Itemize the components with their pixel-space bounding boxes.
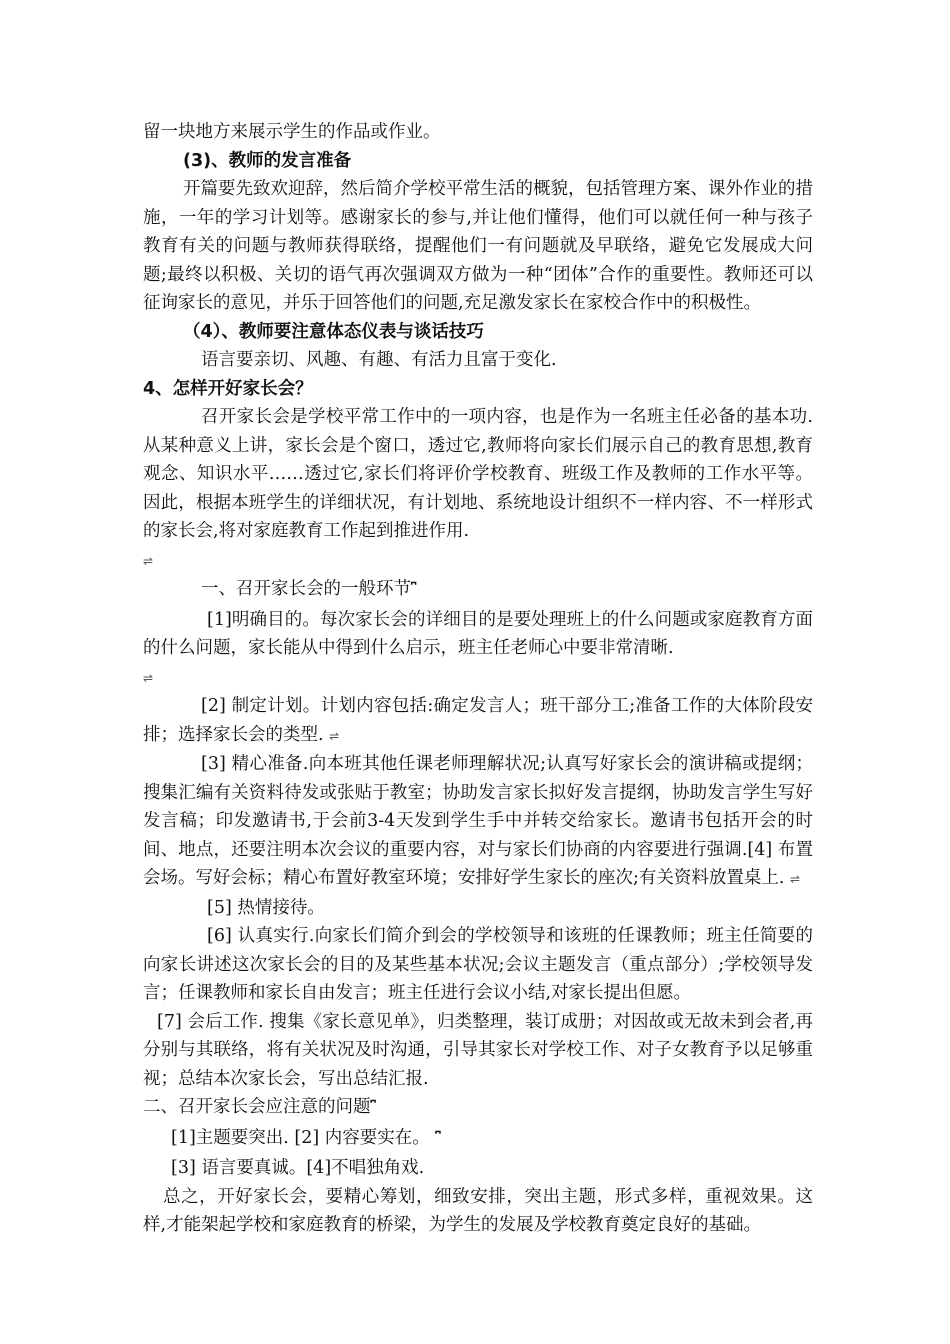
document-page: [143, 118, 813, 1240]
paragraph-meeting-overview: 召开家长会是学校平常工作中的一项内容，也是作为一名班主任必备的基本功.从某种意义上讲，家长会是个窗口，透过它,教师将向家长们展示自己的教育思想,教育观念、知识水平……透过它,家长们将评价学校教育、班级工作及教师的工作水平等。因此，根据本班学生的详细状况，有计划地、系统地设计组织不一样内容、不一样形式的家长会,将对家庭教育工作起到推进作用. ⇌: [143, 407, 813, 568]
paragraph-mark: ⇌: [790, 872, 801, 886]
break-mark: ⎴: [370, 1101, 376, 1116]
heading-demeanor: （4）、教师要注意体态仪表与谈话技巧: [183, 321, 484, 342]
paragraph-step-1: [1]明确目的。每次家长会的详细目的是要处理班上的什么问题或家庭教育方面的什么问题，家长能从中得到什么启示，班主任老师心中要非常清晰. ⇌: [143, 609, 813, 685]
paragraph-mark: ⇌: [329, 728, 340, 743]
paragraph-intro: 留一块地方来展示学生的作品或作业。: [143, 122, 441, 142]
paragraph-step-5: [5] 热情接待。: [207, 897, 325, 918]
break-mark: ⎴: [411, 583, 417, 598]
paragraph-mark: ⇌: [143, 670, 154, 685]
heading-how-to-hold-meeting: 4、怎样开好家长会？: [143, 378, 313, 399]
paragraph-conclusion: 总之，开好家长会，要精心筹划，细致安排，突出主题，形式多样，重视效果。这样,才能架起学校和家庭教育的桥梁，为学生的发展及学校教育奠定良好的基础。: [143, 1186, 813, 1235]
heading-speech-prep: (3)、教师的发言准备: [183, 150, 352, 171]
paragraph-notes-3-4: [3] 语言要真诚。[4]不唱独角戏.: [171, 1158, 425, 1178]
paragraph-step-3-4: [3] 精心准备.向本班其他任课老师理解状况;认真写好家长会的演讲稿或提纲；搜集汇编有关资料待发或张贴于教室；协助发言家长拟好发言提纲，协助发言学生写好发言稿；印发邀请书,于会前3-4天发到学生手中并转交给家长。邀请书包括开会的时间、地点，还要注明本次会议的重要内容，对与家长们协商的内容要进行强调.[4] 布置会场。写好会标；精心布置好教室环境；安排好学生家长的座次;有关资料放置桌上. ⇌: [143, 754, 813, 888]
heading-notes: 二、召开家长会应注意的问题⎴: [143, 1097, 376, 1117]
paragraph-language: 语言要亲切、风趣、有趣、有活力且富于变化.: [201, 350, 557, 370]
paragraph-step-2: [2] 制定计划。计划内容包括:确定发言人；班干部分工;准备工作的大体阶段安排；选择家长会的类型. ⇌: [143, 696, 813, 745]
paragraph-notes-1-2: [1]主题要突出. [2] 内容要实在。 ⎴: [171, 1127, 441, 1148]
paragraph-mark: ⇌: [143, 553, 154, 568]
paragraph-step-7: [7] 会后工作. 搜集《家长意见单》，归类整理，装订成册；对因故或无故未到会者,再分别与其联络，将有关状况及时沟通，引导其家长对学校工作、对子女教育予以足够重视；总结本次家长会，写出总结汇报.: [143, 1011, 813, 1089]
paragraph-speech-prep: 开篇要先致欢迎辞，然后简介学校平常生活的概貌，包括管理方案、课外作业的措施，一年的学习计划等。感谢家长的参与,并让他们懂得，他们可以就任何一种与孩子教育有关的问题与教师获得联络，提醒他们一有问题就及早联络，避免它发展成大问题;最终以积极、关切的语气再次强调双方做为一种“团体”合作的重要性。教师还可以征询家长的意见，并乐于回答他们的问题,充足激发家长在家校合作中的积极性。: [143, 179, 813, 313]
heading-general-steps: 一、召开家长会的一般环节⎴: [201, 579, 417, 599]
paragraph-step-6: [6] 认真实行.向家长们简介到会的学校领导和该班的任课教师；班主任简要的向家长讲述这次家长会的目的及某些基本状况;会议主题发言（重点部分）;学校领导发言；任课教师和家长自由发言；班主任进行会议小结,对家长提出但愿。: [143, 926, 813, 1003]
break-mark: ⎴: [435, 1131, 441, 1147]
